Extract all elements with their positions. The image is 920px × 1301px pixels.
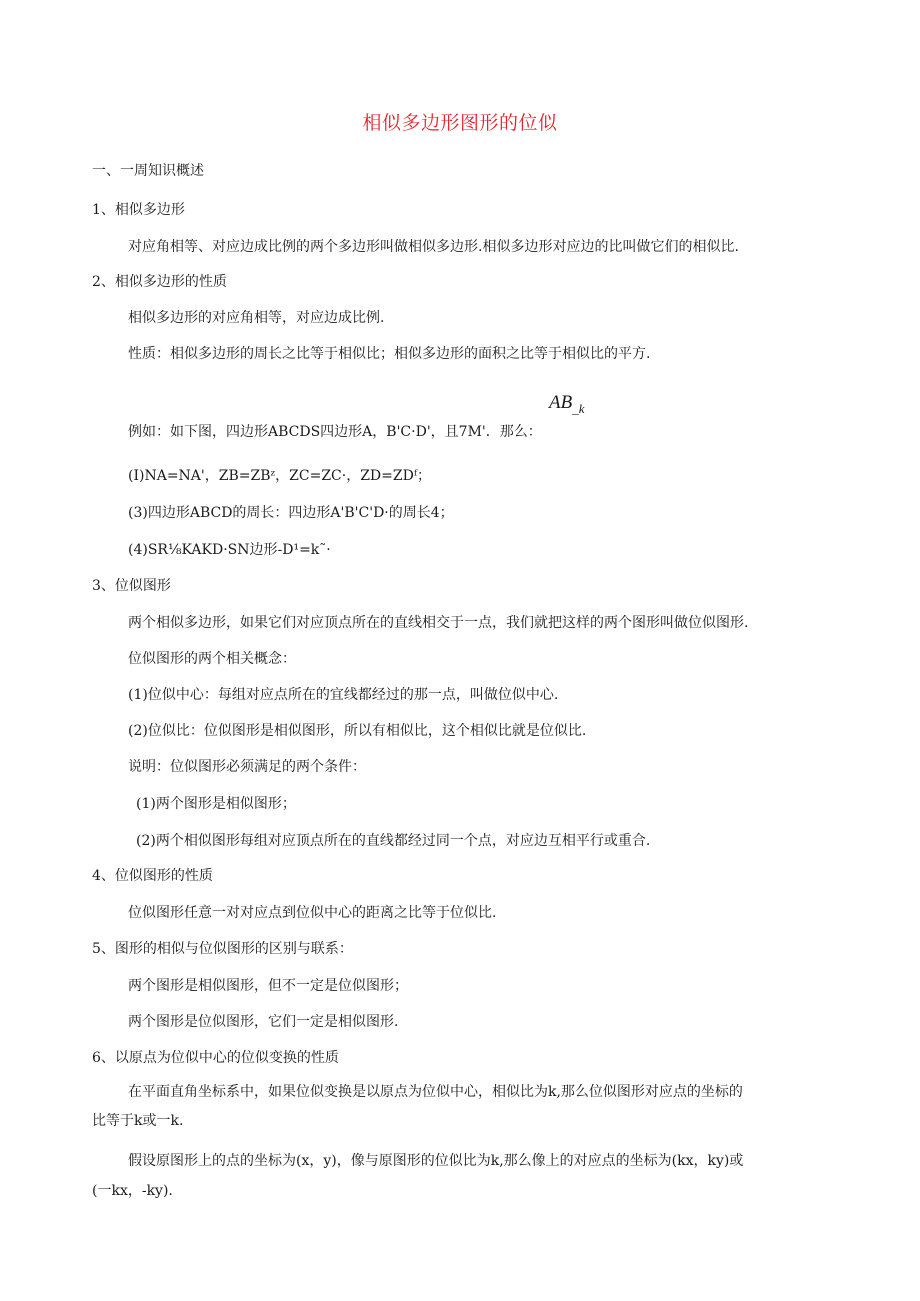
section-6-paragraph-2-line-2: (一kx，-ky). [92, 1183, 173, 1199]
section-6-paragraph-1-line-1: 在平面直角坐标系中，如果位似变换是以原点为位似中心，相似比为k,那么位似图形对应点的坐标的 [128, 1084, 743, 1100]
formula-main: AB [549, 392, 573, 413]
section-5-heading: 5、图形的相似与位似图形的区别与联系： [92, 941, 353, 957]
section-2-paragraph-1: 相似多边形的对应角相等，对应边成比例. [128, 310, 385, 326]
section-2-paragraph-2: 性质：相似多边形的周长之比等于相似比；相似多边形的面积之比等于相似比的平方. [128, 346, 651, 362]
section-6-paragraph-2-line-1: 假设原图形上的点的坐标为(x，y)，像与原图形的位似比为k,那么像上的对应点的坐标为(kx，ky)或 [128, 1153, 744, 1169]
section-6-heading: 6、以原点为位似中心的位似变换的性质 [92, 1050, 339, 1066]
section-1-heading: 1、相似多边形 [92, 202, 185, 218]
ratio-formula [549, 392, 585, 417]
section-3-paragraph-2: 位似图形的两个相关概念： [128, 651, 296, 667]
section-2-item-4: (4)SR⅛KAKD·SN边形-D¹=k˜· [128, 542, 331, 558]
formula-subscript: _k [572, 400, 585, 416]
document-title: 相似多边形图形的位似 [362, 112, 558, 134]
section-2-example: 例如：如下图，四边形ABCDS四边形A，B'C·D'，且7M'．那么： [128, 424, 542, 440]
section-3-note: 说明：位似图形必须满足的两个条件： [128, 759, 366, 775]
section-5-paragraph-1: 两个图形是相似图形，但不一定是位似图形； [128, 978, 408, 994]
section-3-concept-1: (1)位似中心：每组对应点所在的宜线都经过的那一点，叫做位似中心. [128, 687, 559, 703]
section-3-condition-1: (1)两个图形是相似图形； [136, 796, 296, 812]
section-3-concept-2: (2)位似比：位似图形是相似图形，所以有相似比，这个相似比就是位似比. [128, 723, 587, 739]
section-4-heading: 4、位似图形的性质 [92, 868, 213, 884]
section-3-paragraph-1: 两个相似多边形，如果它们对应顶点所在的直线相交于一点，我们就把这样的两个图形叫做位似图形. [128, 615, 749, 631]
section-2-item-1: (I)NA=NA'，ZB=ZBᶻ，ZC=ZC·，ZD=ZDᶠ； [128, 468, 431, 484]
section-5-paragraph-2: 两个图形是位似图形，它们一定是相似图形. [128, 1014, 399, 1030]
section-2-item-3: (3)四边形ABCD的周长：四边形A'B'C'D·的周长4； [128, 505, 454, 521]
section-3-condition-2: (2)两个相似图形每组对应顶点所在的直线都经过同一个点，对应边互相平行或重合. [136, 833, 651, 849]
section-overview-heading: 一、一周知识概述 [92, 163, 204, 179]
section-3-heading: 3、位似图形 [92, 578, 171, 594]
section-4-paragraph: 位似图形任意一对对应点到位似中心的距离之比等于位似比. [128, 905, 497, 921]
section-1-paragraph: 对应角相等、对应边成比例的两个多边形叫做相似多边形.相似多边形对应边的比叫做它们的相似比. [128, 239, 739, 255]
section-6-paragraph-1-line-2: 比等于k或一k. [92, 1113, 184, 1129]
section-2-heading: 2、相似多边形的性质 [92, 274, 227, 290]
